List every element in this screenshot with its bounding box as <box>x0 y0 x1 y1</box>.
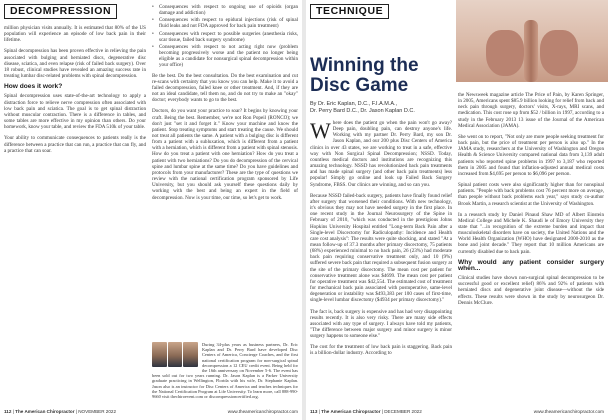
paragraph: Your ability to communicate consequences to patients really is the difference between a practice that can run, a practice that can fly, and a practice that can soar. <box>4 135 146 154</box>
subheading: How does it work? <box>4 83 63 91</box>
byline <box>310 101 460 115</box>
subheading: Why would any patient consider surgery when... <box>458 258 604 272</box>
paragraph: The fact is, back surgery is expensive and has had very disappointing results recently. It is also very risky. There are many side effects associated with any type of surgery. I always have told my patients, "The difference between major surgery and minor surgery is minor surgery happens to someone else." <box>310 308 452 340</box>
left-column-2 <box>152 4 298 340</box>
paragraph: Spinal patient costs were also significantly higher than for nonspinal patients. "People with back problems cost 76 percent more on average, than people without back problems each year," says study co-author Brook Martin, a research scientist at the University of Washington. <box>458 182 604 207</box>
left-hand <box>486 30 524 76</box>
paragraph: the Newsweek magazine article The Price of Pain, by Karen Springer, in 2005, Americans spent $85.9 billion looking for relief from back and neck pain through surgery, doctors' visits, X-rays, MRI scans, and medication. This cost rose up from $52 / billion in 1997, according to a study in the February 2013 13 issue of the Journal of the American Medical Association (JAMA). <box>458 92 604 129</box>
page-number: 112 <box>4 409 12 414</box>
paragraph: The cost for the treatment of low back pain is staggering. Back pain is a billion-dollar industry. According to <box>310 344 452 357</box>
issue-date: DECEMBER 2022 <box>384 409 422 414</box>
list-item: • Consequences with respect to not acting right now (problem becoming progressively worse and the patient no longer being eligible as a candidate for nonsurgical spinal decompression within your office) <box>152 44 298 69</box>
paragraph: In a research study by Daniel Pinaud Shaw MD of Albert Einstein Medical College and Michele K. Shaudi le of Emory University they state that "...in recognition of the extreme burden and impact that musculoskeletal disorders have on society, the United Nations and the World Health Organization (WHO) have designated 2000-2010 as the bone and joint decade." They report that 10 million Americans are currently disabled due to back pain. <box>458 211 604 255</box>
author-photo <box>152 342 167 367</box>
bio-text: During 34-plus years as business partners, Dr. Eric Kaplan and Dr. Perry Bard have developed Disc Centers of America, Concierge Coaches, and the first national certification program for non-surgical spinal decompression a 12 CEU credit event. Being held for the 16th anniversary on November 5-6. The event has been sold out for two years running. Dr. Jason Kaplan is a Parker University graduate practicing in Wellington, Florida with his wife, Dr. Stephanie Kaplan. Jason also is an instructor for Disc Centers of America and teaches techniques for the National Certification Program at Life University. To learn more, call 888-990-9660 visit thechiroevent.com or discompressioncertified.org. <box>152 342 298 400</box>
drop-cap: W <box>310 120 331 143</box>
right-column-2 <box>458 92 604 408</box>
left-footer <box>4 407 298 416</box>
author-photo <box>168 342 183 367</box>
paragraph: Doctors, do you want your practice to soar? It begins by knowing your craft. Being the best. Remember, we're not Ron Popeil (RONCO); we don't just "set it and forget it." Know your machine and know the patient. Stop treating symptoms and start treating the cause. We should not treat all patients the same. A patient with a bulging disc is different from a patient with a subluxation, which is different from a patient with a herniation, which is different from a patient with spinal stenosis. How do you treat a patient with one herniation? How do you treat a patient with two herniations? Do you do decompression of the cervical spine and lumbar spine at the same time? Do you have guidelines and protocols from your manufacturer? These are the type of questions we review with the national certification program sponsored by Life University, but you should ask yourself these questions daily by working with the best and being an expert in the field of decompression. Now is your time, our time, so let's get to work. <box>152 108 298 201</box>
section-tag-technique: TECHNIQUE <box>310 4 389 19</box>
list-item: • Consequences with respect to ongoing use of opioids (organ damage and addiction) <box>152 4 298 16</box>
paragraph: million physician visits annually. It is estimated that 80% of the US population will experience an episode of low back pain in their lifetime. <box>4 25 146 44</box>
footer-url[interactable]: www.theamericanchiropractor.com <box>227 409 298 414</box>
list-item: • Consequences with respect to possible surgeries (anesthesia risks, scar tissue, failed back surgery syndrome) <box>152 31 298 43</box>
page-number: 113 <box>310 409 318 414</box>
right-page <box>306 0 608 420</box>
author-bio <box>152 342 298 405</box>
paragraph: Spinal decompression uses state-of-the-art technology to apply a distraction force to relieve nerve compression often associated with low back pain and sciatica. The goal is to get spinal distraction without muscular contraction. There is a difference in tables, and some tables are more effective in my opinion than others. Do your homework, know your table, and review the FDA 510k of your table. <box>4 93 146 131</box>
paragraph: Spinal decompression has been proven effective in relieving the pain associated with bulging and herniated discs, degenerative disc disease, sciatica, and even relapse (risk of failed back surgery). Over 18 robust, clinical studies have revealed an amazing success rate in treating lumbar disc-related problems with spinal decompression. <box>4 48 146 80</box>
left-column-1 <box>4 25 146 408</box>
paragraph: Be the best. Do the best consultation. Do the best examination and cut re-scans with certainty that you know you can help. Make it to avoid a failed decompression, failed knee or other treatment. And, if they are not an ideal candidate, tell them no, and do not try to make an "okay" doctor; everybody wants to go to the best. <box>152 72 298 104</box>
magazine-name: The American Chiropractor <box>15 409 75 414</box>
footer-left: 112 | The American Chiropractor | NOVEMBER 2022 <box>4 409 117 414</box>
footer-left: 113 | The American Chiropractor | DECEMBER 2022 <box>310 409 422 414</box>
paragraph: Because NSSD failed-back surgery, patients have finally found relief after surgery that worsened their conditions. With new technology, it's obvious they may not have needed surgery in the first place. In one recent study in the Journal Neurosurgery of the Spine in February of 2010, "which was conducted in the prestigious Johns Hopkins University Hospital entitled "Long-term Back Pain after a Single-level Discectomy for Radiculopathy: Incidence and Health care cost analysis": The results were quite shocking, and stated "At a mean follow-up of 37.3 months after primary discectomy, 75 patients (68%) experienced minimal to no back pain, 26 (23%) had moderate back pain requiring conservative treatment only, and 10 (9%) suffered severe back pain that required a subsequent fusion surgery at the site of the primary discectomy. The mean cost per patient for conservative treatment alone was $4699. The mean cost per patient for operative treatment was $42,554. The estimated cost of treatment for mechanical back pain associated with postoperative, same-level degeneration or instability was $493,383 per 100 cases of first-time, single-level lumbar discectomy ($4934 per primary discectomy)." <box>310 192 452 304</box>
right-footer <box>310 407 604 416</box>
author-photo <box>183 342 198 367</box>
paragraph-text: here does the patient go when the pain won't go away? Deep pain, doubling pain, can destroy anyone's life. Working with my partner Dr. Perry Bard, my son Dr. Jason Kaplan, and our 200 plus Disc Centers of America clinics in over 43 states, we are working to treat in a safe, effective way with Non Surgical Spinal Decompression; NSSD. Today, countless medical doctors and institutions are recognizing this amazing technology. NSSD has revolutionized back pain treatments and has made spinal surgery (and other back pain treatments) less popular! Simply go online and look up Failed Back Surgery Syndrome, FBSS. Our clinics are winning, and so can you. <box>310 120 452 188</box>
article-title: Winning the Disc Game <box>310 55 419 96</box>
spine-illustration <box>524 20 538 82</box>
author-headshots <box>152 342 198 367</box>
paragraph <box>310 120 452 188</box>
back-pain-photo <box>456 0 608 82</box>
footer-url[interactable]: www.theamericanchiropractor.com <box>533 409 604 414</box>
magazine-name: The American Chiropractor <box>321 409 381 414</box>
byline-line: By Dr. Eric Kaplan, D.C., F.I.A.M.A., <box>310 101 398 107</box>
right-column-1 <box>310 120 452 408</box>
right-hand <box>540 30 578 76</box>
left-page <box>0 0 302 420</box>
issue-date: NOVEMBER 2022 <box>78 409 117 414</box>
list-item: • Consequences with respect to epidural injections (risk of spinal fluid leaks and not FDA approved for back pain treatment) <box>152 17 298 29</box>
paragraph: Clinical studies have shown non-surgical spinal decompression to be successful good or excellent relief) 86% and 92% of patients with herniated discs and degenerative joint disease—without the side effects. These results were shown in the study by neurosurgeon Dr. Dennis McClure. <box>458 275 604 306</box>
consequences-list <box>152 4 298 69</box>
byline-line: Dr. Perry Bard D.C., Dr. Jason Kaplan D.C. <box>310 108 415 114</box>
section-tag-decompression: DECOMPRESSION <box>4 4 117 19</box>
paragraph: She went on to report, "Not only are more people seeking treatment for back pain, but the price of treatment per person is also up." In the JAMA study, researchers at the University of Washington and Oregon Health & Science University compared national data from 3,139 adult patients who reported spine problems in 1997 to 3,187 who reported them in 2005 and found that inflation-adjusted annual medical costs increased from $4,695 per person to $6,096 per person. <box>458 133 604 177</box>
